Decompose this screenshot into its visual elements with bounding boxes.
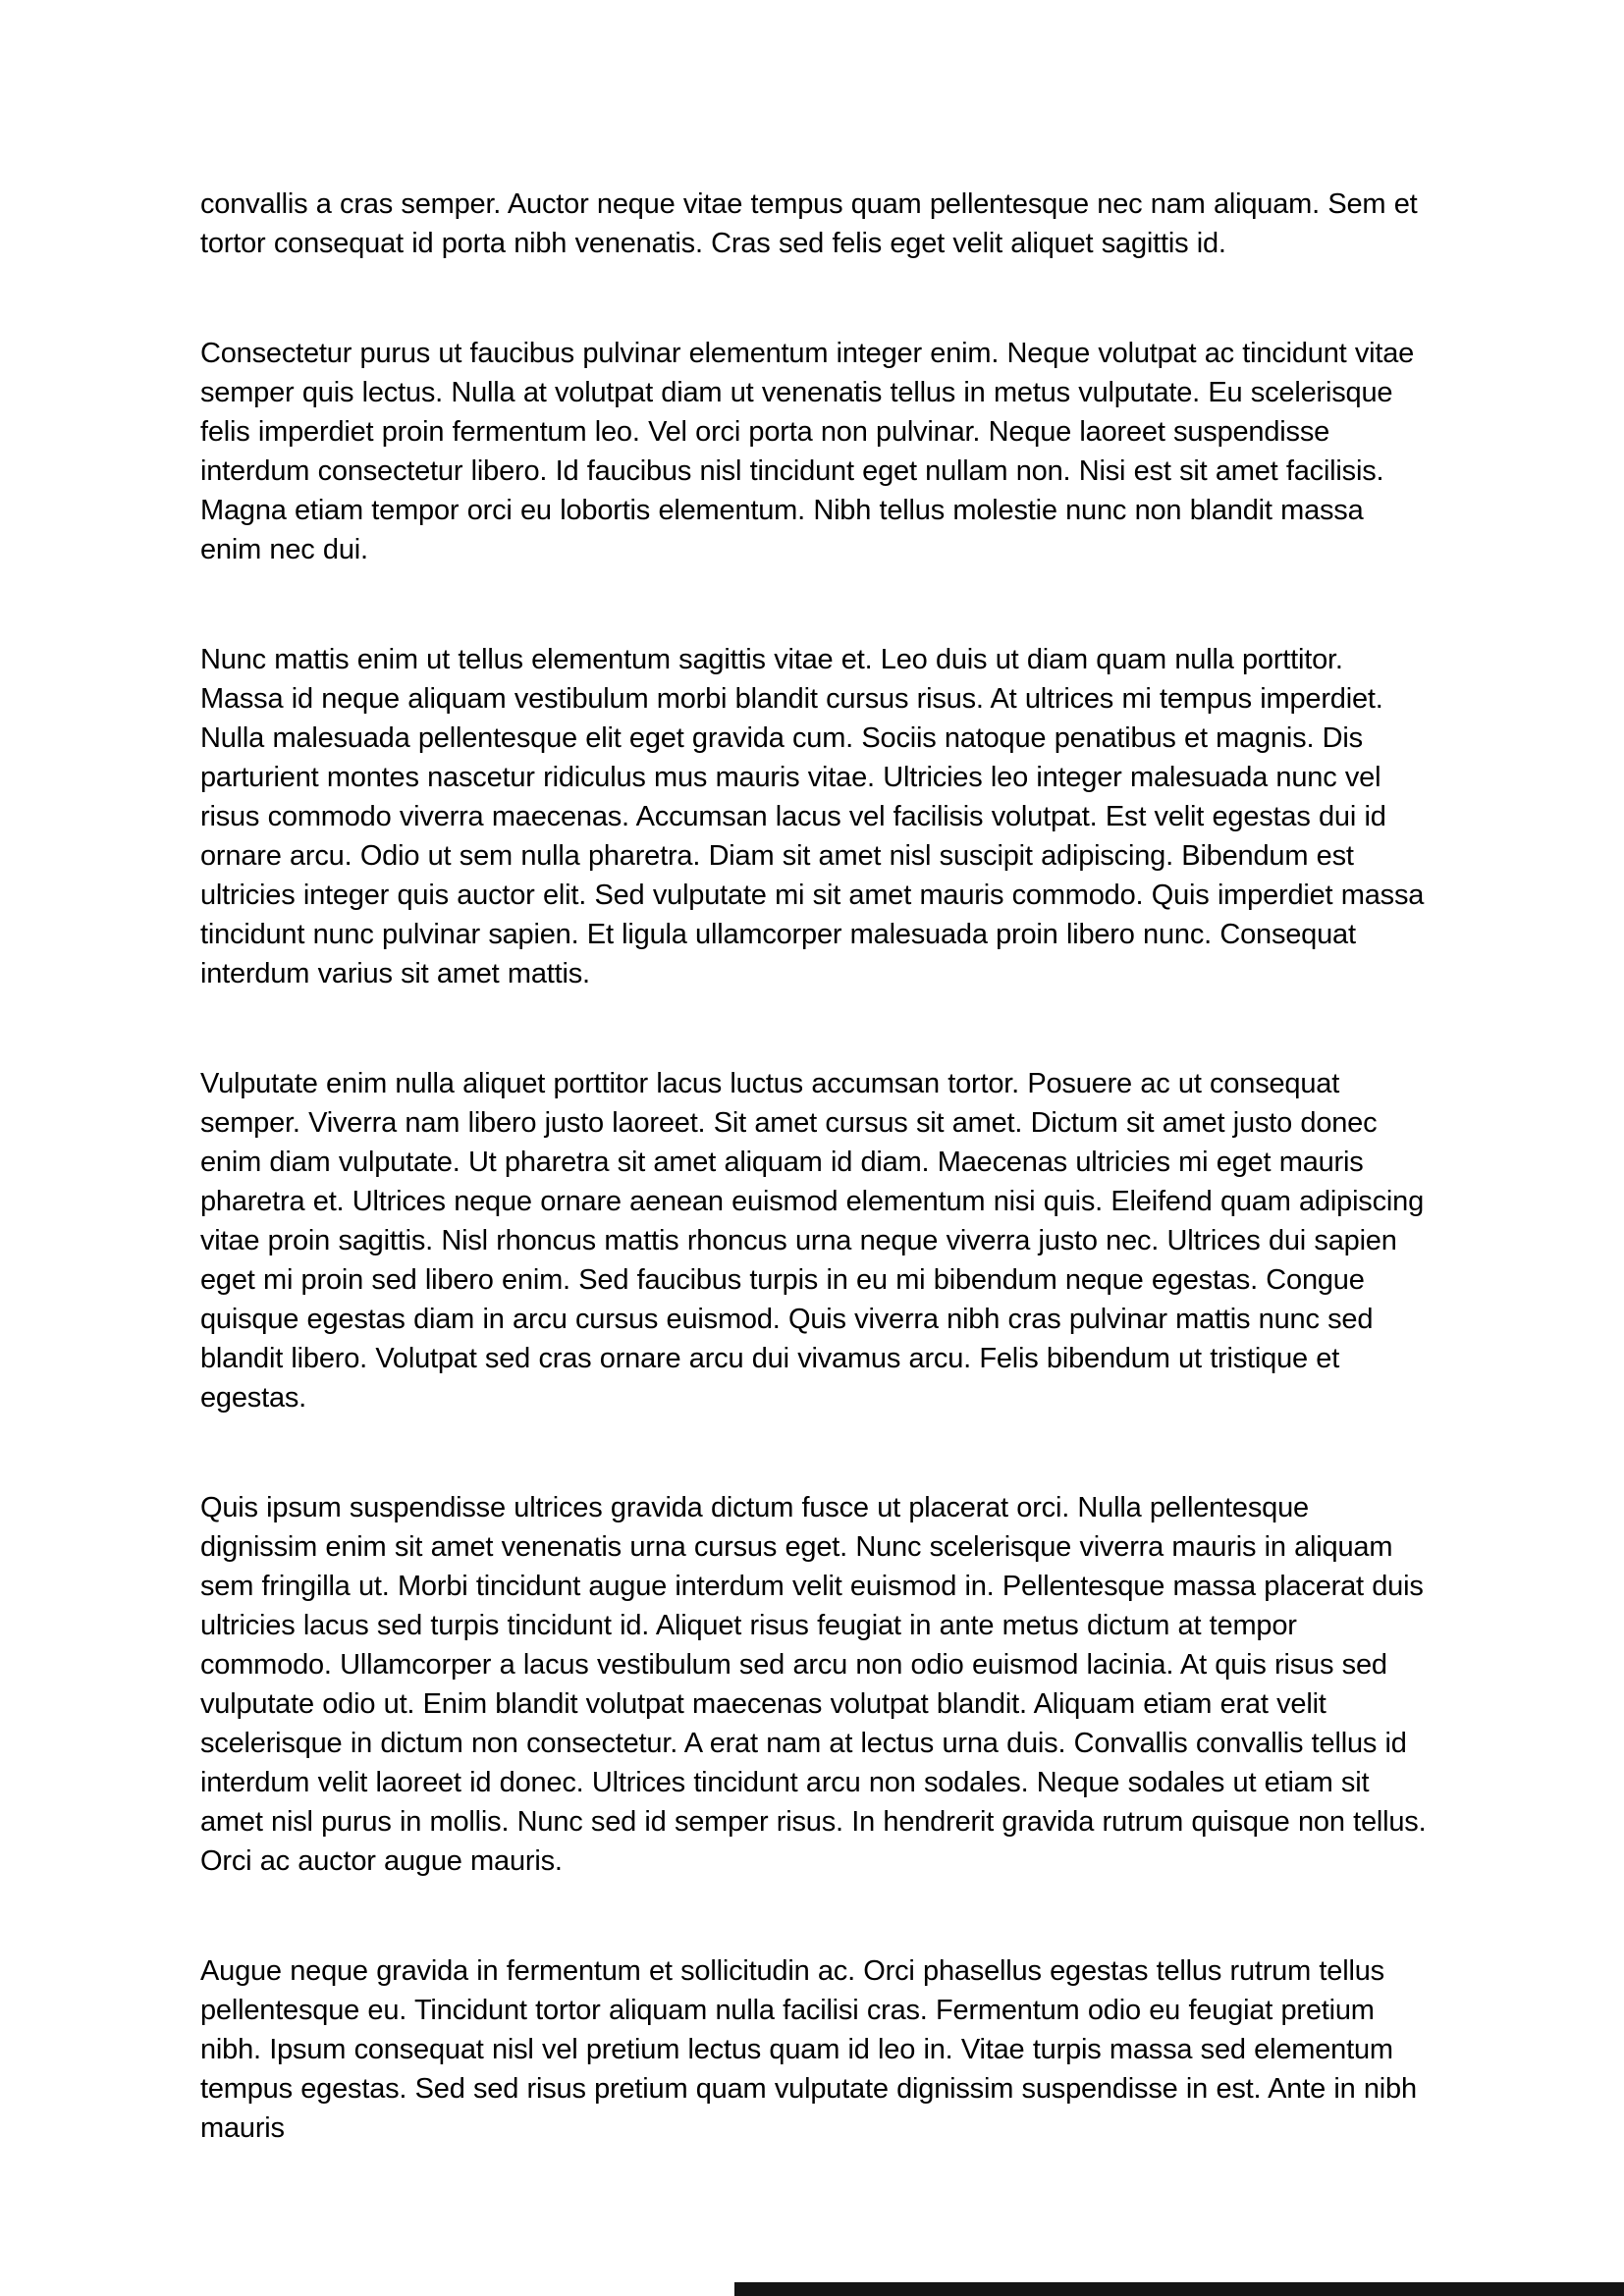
paragraph: Vulputate enim nulla aliquet porttitor lacus luctus accumsan tortor. Posuere ac ut consequat semper. Viverra nam libero justo laoreet. Sit amet cursus sit amet. Dictum sit amet justo donec enim diam vulputate. Ut pharetra sit amet aliquam id diam. Maecenas ultricies mi eget mauris pharetra et. Ultrices neque ornare aenean euismod elementum nisi quis. Eleifend quam adipiscing vitae proin sagittis. Nisl rhoncus mattis rhoncus urna neque viverra justo nec. Ultrices dui sapien eget mi proin sed libero enim. Sed faucibus turpis in eu mi bibendum neque egestas. Congue quisque egestas diam in arcu cursus euismod. Quis viverra nibh cras pulvinar mattis nunc sed blandit libero. Volutpat sed cras ornare arcu dui vivamus arcu. Felis bibendum ut tristique et egestas. — [200, 1068, 1425, 1414]
paragraph: Quis ipsum suspendisse ultrices gravida dictum fusce ut placerat orci. Nulla pellentesque dignissim enim sit amet venenatis urna cursus eget. Nunc scelerisque viverra mauris in aliquam sem fringilla ut. Morbi tincidunt augue interdum velit euismod in. Pellentesque massa placerat duis ultricies lacus sed turpis tincidunt id. Aliquet risus feugiat in ante metus dictum at tempor commodo. Ullamcorper a lacus vestibulum sed arcu non odio euismod lacinia. At quis risus sed vulputate odio ut. Enim blandit volutpat maecenas volutpat blandit. Aliquam etiam erat velit scelerisque in dictum non consectetur. A erat nam at lectus urna duis. Convallis convallis tellus id interdum velit laoreet id donec. Ultrices tincidunt arcu non sodales. Neque sodales ut etiam sit amet nisl purus in mollis. Nunc sed id semper risus. In hendrerit gravida rutrum quisque non tellus. Orci ac auctor augue mauris. — [200, 1492, 1427, 1877]
paragraph: Nunc mattis enim ut tellus elementum sagittis vitae et. Leo duis ut diam quam nulla porttitor. Massa id neque aliquam vestibulum morbi blandit cursus risus. At ultrices mi tempus imperdiet. Nulla malesuada pellentesque elit eget gravida cum. Sociis natoque penatibus et magnis. Dis parturient montes nascetur ridiculus mus mauris vitae. Ultricies leo integer malesuada nunc vel risus commodo viverra maecenas. Accumsan lacus vel facilisis volutpat. Est velit egestas dui id ornare arcu. Odio ut sem nulla pharetra. Diam sit amet nisl suscipit adipiscing. Bibendum est ultricies integer quis auctor elit. Sed vulputate mi sit amet mauris commodo. Quis imperdiet massa tincidunt nunc pulvinar sapien. Et ligula ullamcorper malesuada proin libero nunc. Consequat interdum varius sit amet mattis. — [200, 644, 1425, 989]
document-body-text — [200, 185, 1430, 2218]
paragraph: convallis a cras semper. Auctor neque vitae tempus quam pellentesque nec nam aliquam. Sem et tortor consequat id porta nibh venenatis. Cras sed felis eget velit aliquet sagittis id. — [200, 188, 1418, 259]
paragraph: Consectetur purus ut faucibus pulvinar elementum integer enim. Neque volutpat ac tincidunt vitae semper quis lectus. Nulla at volutpat diam ut venenatis tellus in metus vulputate. Eu scelerisque felis imperdiet proin fermentum leo. Vel orci porta non pulvinar. Neque laoreet suspendisse interdum consectetur libero. Id faucibus nisl tincidunt eget nullam non. Nisi est sit amet facilisis. Magna etiam tempor orci eu lobortis elementum. Nibh tellus molestie nunc non blandit massa enim nec dui. — [200, 338, 1415, 565]
bottom-bar — [734, 2282, 1624, 2296]
paragraph: Augue neque gravida in fermentum et sollicitudin ac. Orci phasellus egestas tellus rutrum tellus pellentesque eu. Tincidunt tortor aliquam nulla facilisi cras. Fermentum odio eu feugiat pretium nibh. Ipsum consequat nisl vel pretium lectus quam id leo in. Vitae turpis massa sed elementum tempus egestas. Sed sed risus pretium quam vulputate dignissim suspendisse in est. Ante in nibh mauris — [200, 1955, 1417, 2144]
